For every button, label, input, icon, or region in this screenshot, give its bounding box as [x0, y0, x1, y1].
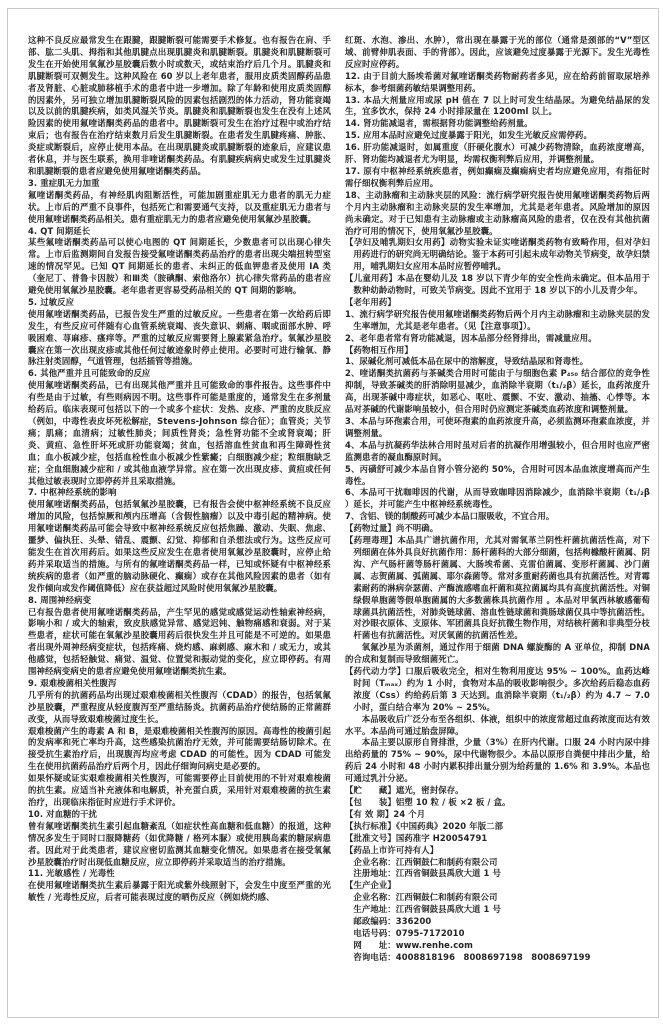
- paragraph: 网 址：www.renhe.com: [353, 939, 473, 950]
- paragraph: 18、主动脉瘤和主动脉夹层的风险：流行病学研究报告使用氟喹诺酮类药物后两个月内主动脉瘤和主动脉夹层的发生率增加，尤其是老年患者。风险增加的原因尚未确定。对于已知患有主动脉瘤或主动脉瘤高风险的患者，仅在没有其他抗菌治疗可用的情况下，使用氧氟沙星胶囊。: [345, 189, 650, 236]
- paragraph: 【药品上市许可持有人】: [345, 844, 439, 855]
- paragraph: 9. 艰难梭菌相关性腹泻: [28, 677, 117, 688]
- paragraph: 咨询电话：4008818196 8008697198 8008697199: [353, 951, 591, 962]
- paragraph: 【药代动力学】口服后吸收完全，相对生物利用度达 95% ~ 100%。血药达峰时间（Tₘₐₓ）约为 1 小时，食物对本品的吸收影响很少。多次给药后稳态血药浓度（Css）约给药后第 3 天达到。血消除半衰期（t₁/₂β）约为 4.7 ~ 7.0 小时，蛋白结合率为 20% ~ 25%。: [345, 666, 650, 712]
- paragraph: 2、老年患者常有肾功能减退，因本品部分经肾排出，需减量应用。: [345, 332, 597, 343]
- paragraph: 5. 过敏反应: [28, 296, 75, 307]
- paragraph: 企业名称：江西铜鼓仁和制药有限公司: [353, 856, 498, 867]
- paragraph: 几乎所有的抗菌药品均出现过艰难梭菌相关性腹泻（CDAD）的报告，包括氧氟沙星胶囊，严重程度从轻度腹泻至严重结肠炎。抗菌药品治疗使结肠的正常菌群改变，从而导致艰难梭菌过度生长。: [28, 689, 331, 724]
- paragraph: 17. 原有中枢神经系统疾患者，例如癫痫及癫痫病史者均应避免应用，有指征时需仔细权衡利弊后应用。: [345, 165, 650, 188]
- paragraph: 【贮 藏】遮光，密封保存。: [345, 785, 464, 796]
- paragraph: 【儿童用药】本品在婴幼儿及 18 岁以下青少年的安全性尚未确定。但本品用于数种幼龄动物时，可致关节病变。因此不宜用于 18 岁以下的小儿及青少年。: [345, 273, 650, 296]
- paragraph: 企业名称：江西铜鼓仁和制药有限公司: [353, 892, 498, 903]
- paragraph: 14. 肾功能减退者，需根据肾功能调整给药剂量。: [345, 118, 533, 129]
- paragraph: 1、尿碱化剂可减低本品在尿中的溶解度，导致结晶尿和肾毒性。: [345, 356, 589, 367]
- paragraph: 3. 重症肌无力加重: [28, 177, 100, 188]
- paragraph: 【有 效 期】24 个月: [345, 808, 426, 819]
- paragraph: 【包 装】铝塑 10 粒 / 板 ×2 板 / 盒。: [345, 797, 511, 807]
- paragraph: 艰难梭菌产生的毒素 A 和 B，是艰难梭菌相关性腹泻的原因。高毒性的梭菌引起的发病率和死亡率均升高，这些感染抗菌治疗无效，并可能需要结肠切除术。在接受抗生素治疗后，出现腹泻均应考虑 CDAD 的可能性。因为 CDAD 可能发生在使用抗菌药品治疗后两个月，因此仔细询问病史是必要的。: [28, 725, 331, 772]
- paragraph: 已有报告患者使用氟喹诺酮类药品，产生罕见的感觉或感觉运动性轴索神经病，影响小和 / 或大的轴索，致皮肤感觉异常、感觉迟钝、触物痛感和衰弱。对于某些患者，症状可能在氧氟沙星胶囊用药后很快发生并且可能是不可逆的。如果患者出现外周神经病变症状，包括疼痛、烧灼感、麻刺感、麻木和 / 或无力，或其他感觉，包括轻触觉、痛觉、温觉、位置觉和振动觉的变化，应立即停药。有周围神经病变病史的患者应避免使用氟喹诺酮类抗生素。: [28, 606, 331, 677]
- paragraph: 【执行标准】《中国药典》2020 年版二部: [345, 820, 504, 831]
- paragraph: 10. 对血糖的干扰: [28, 808, 98, 819]
- paragraph: 2、喹诺酮类抗菌药与茶碱类合用时可能由于与细胞色素 P₄₅₀ 结合部位的竞争性抑制，导致茶碱类的肝消除明显减少，血消除半衰期（t₁/₂β）延长，血药浓度升高，出现茶碱中毒症状，如恶心、呕吐、震颤、不安、激动、抽搐、心悸等。本品对茶碱的代谢影响虽较小，但合用时仍应测定茶碱类血药浓度和调整剂量。: [345, 368, 650, 415]
- paragraph: 使用氟喹诺酮类药品，包括氧氟沙星胶囊，已有报告会使中枢神经系统不良反应增加的风险，包括惊厥和颅内压增高（含假性脑瘤）以及中毒引起的精神病。使用氟喹诺酮类药品可能会导致中枢神经系统反应包括焦躁、激动、失眠、焦虑、噩梦、偏执狂、头晕、错乱、震颤、幻觉、抑郁和自杀想法或行为。这些反应可能发生在首次用药后。如果这些反应发生在患者使用氧氟沙星胶囊时，应停止给药并采取适当的措施。与所有的氟喹诺酮类药品一样，已知或怀疑有中枢神经系统疾病的患者（如严重的脑动脉硬化、癫痫）或存在其他风险因素的患者（如有发作倾向或发作阈值降低）应在获益超过风险时使用氧氟沙星胶囊。: [28, 499, 331, 593]
- paragraph: 8. 周围神经病变: [28, 594, 92, 605]
- paragraph: 使用氟喹诺酮类药品，已报告发生严重的过敏反应。一些患者在第一次给药后即发生，有些反应可伴随有心血管系统衰竭、丧失意识、刺痛、咽或面部水肿、呼吸困难、荨麻疹、瘙痒等。严重的过敏反应需要肾上腺素紧急治疗。氧氟沙星胶囊应在第一次出现皮疹或其他任何过敏迹象时停止使用。必要时可进行输氧、静脉注射类固醇，气道管理，包括插管等措施。: [28, 308, 331, 367]
- paragraph: 电话号码：0795-7172010: [353, 927, 465, 938]
- paragraph: 7、含铝、镁的制酸药可减少本品口服吸收，不宜合用。: [345, 511, 555, 522]
- paragraph: 【孕妇及哺乳期妇女用药】动物实验未证实喹诺酮类药物有致畸作用，但对孕妇用药进行的研究尚无明确结论。鉴于本药可引起未成年动物关节病变，故孕妇禁用，哺乳期妇女应用本品时应暂停哺乳。: [345, 237, 651, 272]
- paragraph: 如果怀疑或证实艰难梭菌相关性腹泻，可能需要停止目前使用的不针对艰难梭菌的抗生素。应适当补充液体和电解质，补充蛋白质，采用针对艰难梭菌的抗生素治疗，出现临床指征时应进行手术评价。: [28, 773, 331, 807]
- paragraph: 16. 肝功能减退时，如属重度（肝硬化腹水）可减少药物清除，血药浓度增高，肝、肾功能均减退者尤为明显，均需权衡利弊后应用，并调整剂量。: [345, 142, 650, 165]
- package-insert-page: [7, 8, 659, 1018]
- paragraph: 这种不良反应最常发生在跟腱，跟腱断裂可能需要手术修复。也有报告在肩、手部、肱二头肌、拇指和其他肌腱点出现肌腱炎和肌腱断裂。肌腱炎和肌腱断裂可发生在开始使用氧氟沙星胶囊后数小时或数天，或结束治疗后几个月。肌腱炎和肌腱断裂可双侧发生。这种风险在 60 岁以上老年患者，服用皮质类固醇药品患者及肾脏、心脏或肺移植手术的患者中进一步增加。除了年龄和使用皮质类固醇的因素外，另可独立增加肌腱断裂风险的因素包括剧烈的体力活动，肾功能衰竭以及以前的肌腱疾病，如类风湿关节炎。肌腱炎和肌腱断裂也发生在没有上述风险因素的使用氟喹诺酮类药品的患者中。肌腱断裂可发生在治疗过程中或治疗结束后；也有报告在治疗结束数月后发生肌腱断裂。在患者发生肌腱疼痛、肿胀、炎症或断裂后，应停止使用本品。在出现肌腱炎或肌腱断裂的迹象后，应建议患者休息，并与医生联系，换用非喹诺酮类药品。有肌腱疾病病史或发生过肌腱炎和肌腱断裂的患者应避免使用氟喹诺酮类药品。: [28, 35, 331, 176]
- paragraph: 使用氟喹诺酮类药品，已有出现其他严重并且可能致命的事件报告。这些事件中有些是由于过敏，有些则病因不明。这些事件可能是重度的，通常发生在多剂量给药后。临床表现可包括以下的一个或多个症状：发热、皮疹、严重的皮肤反应（例如，中毒性表皮坏死松解症，Stevens-Johnson 综合征）；血管炎；关节痛；肌痛；血清病；过敏性肺炎；间质性肾炎；急性肾功能不全或肾衰竭；肝炎、黄疸、急性肝坏死或肝功能衰竭；贫血，包括溶血性贫血和再生障碍性贫血；血小板减少症，包括血栓性血小板减少性紫癜；白细胞减少症；粒细胞缺乏症；全血细胞减少症和 / 或其他血液学异常。应在第一次出现皮疹、黄疸或任何其他过敏表现时立即停药并且采取措施。: [28, 380, 331, 486]
- paragraph: 注册地址：江西省铜鼓县禹欣大道 1 号: [353, 868, 501, 879]
- paragraph: 【药物过量】尚不明确。: [345, 523, 439, 534]
- paragraph: 1、流行病学研究报告使用氟喹诺酮类药物后两个月内主动脉瘤和主动脉夹层的发生率增加，尤其是老年患者。（见【注意事项】）。: [345, 308, 650, 331]
- paragraph: 邮政编码：336200: [353, 916, 432, 927]
- paragraph: 11. 光敏感性 / 光毒性: [28, 868, 115, 879]
- paragraph: 氟喹诺酮类药品，有神经肌肉阻断活性，可能加剧重症肌无力患者的肌无力症状。上市后的严重不良事件，包括死亡和需要通气支持，以及重症肌无力患者与使用氟喹诺酮类药品相关。患有重症肌无力的患者应避免使用氧氟沙星胶囊。: [28, 189, 331, 224]
- text-column-left: [28, 35, 331, 964]
- paragraph: 红斑、水泡、渗出、水肿），常出现在暴露于光的部位（通常是颈部的“V”型区域、前臂伸肌表面、手的背部）。因此，应该避免过度暴露于光源下。发生光毒性反应时应停药。: [345, 35, 650, 69]
- paragraph: 某些氟喹诺酮类药品可以使心电图的 QT 间期延长，少数患者可以出现心律失常。上市后监测期间自发报告接受氟喹诺酮类药品治疗的患者出现尖端扭转型室速的情况罕见。已知 QT 间期延长的患者、未纠正的低血钾患者及使用 IA 类（奎尼丁、普鲁卡因胺）和Ⅲ类（胺碘酮、索他洛尔）抗心律失常药品的患者应避免使用氧氟沙星胶囊。老年患者更容易受药品相关的 QT 间期的影响。: [28, 237, 331, 296]
- two-column-text-layout: [28, 35, 658, 964]
- paragraph: 15. 应用本品时应避免过度暴露于阳光，如发生光敏反应需停药。: [345, 130, 592, 141]
- paragraph: 5、丙磺舒可减少本品自肾小管分泌约 50%，合用时可因本品血浓度增高而产生毒性。: [345, 463, 650, 486]
- text-column-right: [345, 35, 650, 964]
- paragraph: 本品主要以原形自肾排泄，少量（3%）在肝内代谢。口服 24 小时内尿中排出给药量的 75% ~ 90%，尿中代谢物很少。本品以原形自粪便中排出少量，给药后 24 小时和 48 小时内累积排出量分别为给药量的 1.6% 和 3.9%。本品也可通过乳汁分泌。: [345, 737, 650, 784]
- paragraph: 【老年用药】: [345, 296, 396, 307]
- paragraph: 【药物相互作用】: [345, 344, 413, 355]
- paragraph: 12. 由于目前大肠埃希菌对氟喹诺酮类药物耐药者多见，应在给药前留取尿培养标本，参考细菌药敏结果调整用药。: [345, 70, 650, 93]
- paragraph: 本品吸收后广泛分布至各组织、体液，组织中的浓度常超过血药浓度而达有效水平。本品尚可通过胎盘屏障。: [345, 713, 650, 736]
- paragraph: 6、本品可干扰咖啡因的代谢，从而导致咖啡因消除减少，血消除半衰期（t₁/₂β ）延长，并可能产生中枢神经系统毒性。: [345, 487, 650, 510]
- paragraph: 7. 中枢神经系统的影响: [28, 487, 117, 498]
- paragraph: 曾有氟喹诺酮类抗生素引起血糖紊乱（如症状性高血糖和低血糖）的报道，这种情况多发生于同时口服降糖药（如优降糖 / 格列本脲）或使用胰岛素的糖尿病患者。因此对于此类患者，建议应密切监测其血糖变化情况。如果患者在接受氧氟沙星胶囊治疗时出现低血糖反应，应立即停药并采取适当的治疗措施。: [28, 820, 331, 867]
- paragraph: 4. QT 间期延长: [28, 225, 91, 236]
- paragraph: 4、本品与抗凝药华法林合用时虽对后者的抗凝作用增强较小，但合用时也应严密监测患者的凝血酶原时间。: [345, 439, 650, 462]
- paragraph: 【生产企业】: [345, 880, 396, 891]
- paragraph: 生产地址：江西省铜鼓县禹欣大道 1 号: [353, 904, 501, 915]
- paragraph: 氧氟沙星为杀菌剂，通过作用于细菌 DNA 螺旋酶的 A 亚单位，抑制 DNA 的合成和复制而导致细菌死亡。: [345, 642, 650, 665]
- paragraph: 【药理毒理】本品具广谱抗菌作用，尤其对需氧革兰阴性杆菌抗菌活性高，对下列细菌在体外具良好抗菌作用：肠杆菌科的大部分细菌，包括枸橼酸杆菌属、阴沟、产气肠杆菌等肠杆菌属、大肠埃希菌、克雷伯菌属、变形杆菌属、沙门菌属、志贺菌属、弧菌属、耶尔森菌等。常对多重耐药菌也具有抗菌活性。对青霉素耐药的淋病奈瑟菌、产酶流感嗜血杆菌和莫拉菌属均具有高度抗菌活性。对铜绿假单胞菌等假单胞菌属的大多数菌株具抗菌作用 。本品对甲氧西林敏感葡萄球菌具抗菌活性，对肺炎链球菌、溶血性链球菌和粪肠球菌仅具中等抗菌活性。对沙眼衣原体、支原体、军团菌具良好抗微生物作用，对结核杆菌和非典型分枝杆菌也有抗菌活性。对厌氧菌的抗菌活性差。: [345, 535, 651, 641]
- paragraph: 在使用氟喹诺酮类抗生素后暴露于阳光或紫外线照射下，会发生中度至严重的光敏性 / 光毒性反应，后者可能表现过度的晒伤反应（例如烧灼感、: [28, 880, 331, 903]
- paragraph: 3、本品与环孢素合用，可使环孢素的血药浓度升高，必须监测环孢素血浓度，并调整剂量。: [345, 416, 650, 438]
- paragraph: 13. 本品大剂量应用或尿 pH 值在 7 以上时可发生结晶尿。为避免结晶尿的发生，宜多饮水，保持 24 小时排尿量在 1200ml 以上。: [345, 94, 650, 117]
- paragraph: 6. 其他严重并且可能致命的反应: [28, 368, 151, 379]
- paragraph: 【批准文号】国药准字 H20054791: [345, 832, 488, 843]
